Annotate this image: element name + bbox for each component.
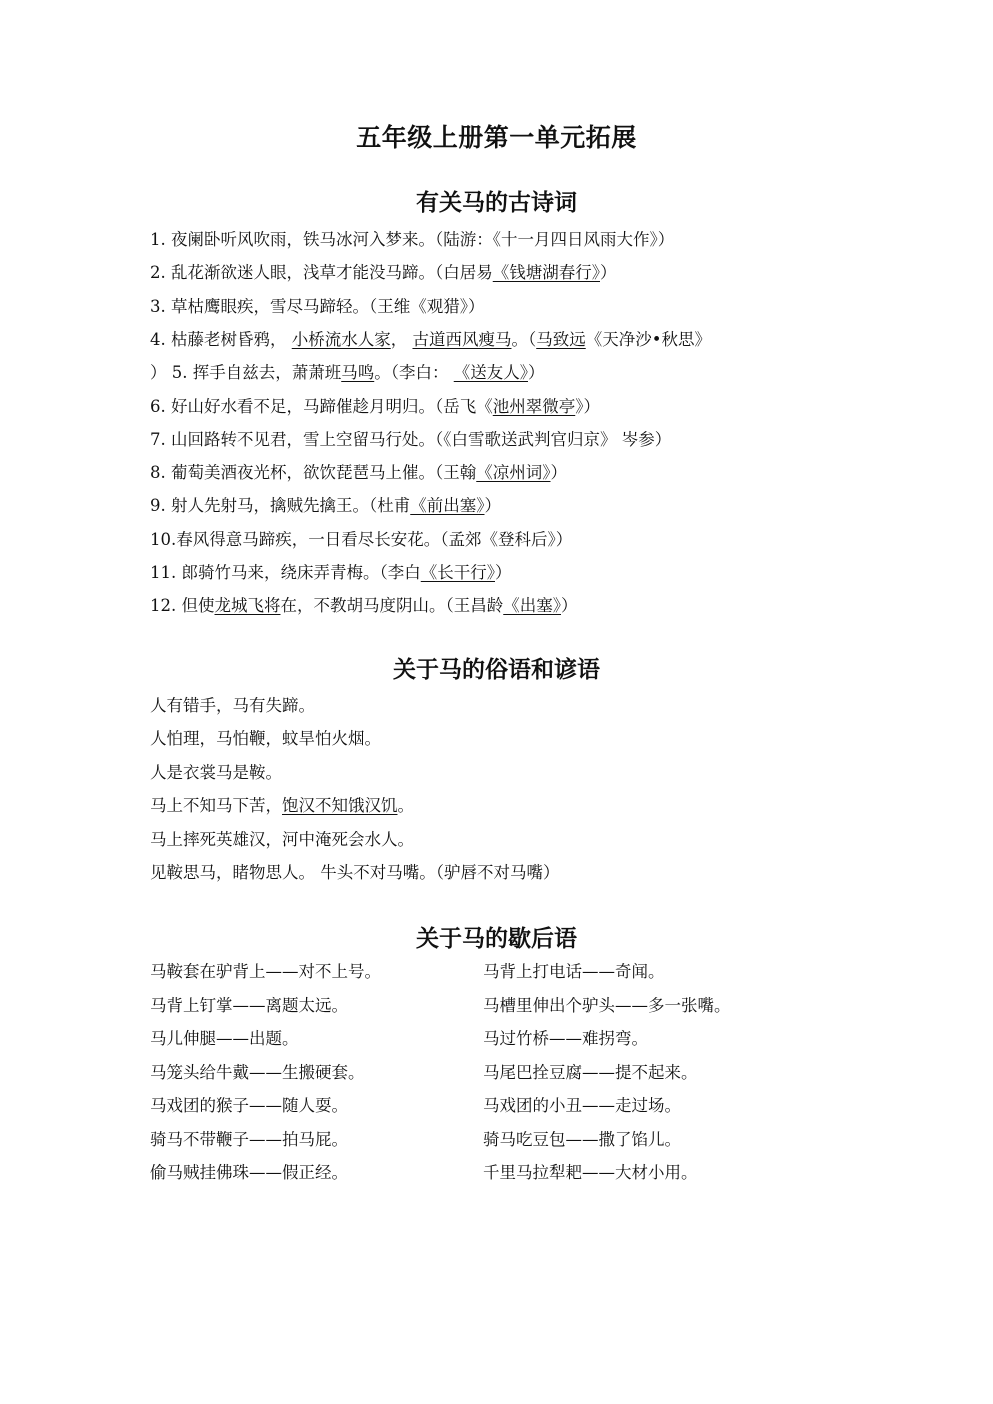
line-text: 人怕理，马怕鞭，蚊旱怕火烟。 [150, 729, 381, 749]
underlined-text: 马致远 [536, 329, 586, 349]
line-text: ） [561, 596, 578, 616]
poem-line [150, 594, 578, 618]
poem-line [150, 261, 617, 285]
poem-line [150, 461, 567, 485]
line-text: 11. 郎骑竹马来，绕床弄青梅。（李白 [150, 563, 421, 582]
proverb-line [150, 861, 560, 885]
line-text: 4. 枯藤老树昏鸦， [150, 329, 292, 349]
underlined-text: 《凉州词》 [476, 463, 551, 483]
line-text: 《天净沙•秋思》 [585, 329, 711, 349]
line-text: 人是衣裳马是鞍。 [150, 762, 282, 782]
page-title: 五年级上册第一单元拓展 [356, 123, 637, 152]
line-text: 马上摔死英雄汉，河中淹死会水人。 [150, 829, 414, 849]
xiehouyu-right-item: 马槽里伸出个驴头——多一张嘴。 [483, 995, 731, 1015]
underlined-text: 龙城飞将 [214, 596, 281, 616]
proverbs-heading: 关于马的俗语和谚语 [393, 656, 600, 683]
line-text: 10.春风得意马蹄疾，一日看尽长安花。（孟郊《登科后》） [150, 529, 573, 549]
xiehouyu-left-item: 马鞍套在驴背上——对不上号。 [150, 962, 381, 981]
line-text: ） [600, 263, 617, 283]
xiehouyu-right-item: 骑马吃豆包——撒了馅儿。 [483, 1129, 681, 1149]
line-text: 7. 山回路转不见君，雪上空留马行处。（《白雪歌送武判官归京》 岑参） [150, 429, 672, 449]
xiehouyu-right-item: 马尾巴拴豆腐——提不起来。 [483, 1062, 698, 1082]
line-text: 1. 夜阑卧听风吹雨，铁马冰河入梦来。（陆游：《十一月四日风雨大作》） [150, 230, 675, 249]
poem-line [150, 361, 544, 385]
line-text: 。（李白： [374, 363, 454, 383]
line-text: ） [550, 463, 567, 483]
poem-line [150, 428, 671, 452]
line-text: 8. 葡萄美酒夜光杯，欲饮琵琶马上催。（王翰 [150, 463, 477, 483]
xiehouyu-right-item: 马背上打电话——奇闻。 [483, 962, 665, 981]
line-text: 2. 乱花渐欲迷人眼，浅草才能没马蹄。（白居易 [150, 263, 493, 283]
line-text: ） 5. 挥手自兹去，萧萧班 [150, 363, 342, 383]
line-text: 》） [575, 396, 600, 416]
xiehouyu-left-item: 马戏团的猴子——随人耍。 [150, 1096, 348, 1115]
xiehouyu-left-item: 马儿伸腿——出题。 [150, 1029, 299, 1048]
poems-heading: 有关马的古诗词 [416, 189, 577, 216]
xiehouyu-left-item: 马笼头给牛戴——生搬硬套。 [150, 1062, 365, 1082]
underlined-text: 《钱塘湖春行》 [492, 263, 600, 283]
underlined-text: 饱汉不知饿汉饥 [282, 796, 398, 816]
poem-line [150, 561, 512, 585]
poem-line [150, 228, 674, 252]
underlined-text: 《送友人》 [453, 363, 528, 383]
line-text: 3. 草枯鹰眼疾，雪尽马蹄轻。（王维《观猎》） [150, 296, 485, 316]
proverb-line [150, 761, 282, 785]
line-text: 人有错手，马有失蹄。 [150, 696, 315, 715]
poem-line [150, 494, 501, 518]
line-text: ） [527, 363, 545, 383]
xiehouyu-right-item: 马过竹桥——难拐弯。 [483, 1029, 648, 1048]
line-text: 6. 好山好水看不足，马蹄催趁月明归。（岳飞《 [150, 396, 493, 416]
line-text: ） [484, 496, 501, 516]
line-text: 在，不教胡马度阴山。（王昌龄 [280, 596, 504, 616]
line-text: 9. 射人先射马，擒贼先擒王。（杜甫 [150, 496, 411, 516]
underlined-text: 《出塞》 [503, 596, 561, 616]
underlined-text: 《前出塞》 [410, 496, 485, 516]
proverb-line [150, 828, 414, 852]
underlined-text: 小桥流水人家 [291, 329, 391, 349]
line-text: 12. 但使 [150, 596, 215, 616]
line-text: ） [495, 563, 512, 582]
line-text: 马上不知马下苦， [150, 796, 282, 816]
proverb-line [150, 694, 315, 718]
poem-line [150, 395, 600, 419]
underlined-text: 马鸣 [341, 363, 375, 383]
xiehouyu-left-item: 骑马不带鞭子——拍马屁。 [150, 1129, 348, 1149]
line-text: 。 [397, 796, 414, 816]
poem-line [150, 528, 572, 552]
proverb-line [150, 794, 414, 818]
proverb-line [150, 727, 381, 751]
xiehouyu-right-item: 千里马拉犁耙——大材小用。 [483, 1163, 698, 1182]
xiehouyu-right-item: 马戏团的小丑——走过场。 [483, 1096, 681, 1115]
line-text: 。（ [511, 329, 537, 349]
line-text: 见鞍思马，睹物思人。 牛头不对马嘴。（驴唇不对马嘴） [150, 863, 560, 882]
xiehouyu-left-item: 偷马贼挂佛珠——假正经。 [150, 1163, 348, 1182]
underlined-text: 古道西风瘦马 [412, 329, 512, 349]
xiehouyu-heading: 关于马的歇后语 [416, 925, 577, 952]
poem-line [150, 295, 485, 319]
underlined-text: 池州翠微亭 [492, 396, 576, 416]
poem-line [150, 328, 711, 352]
line-text: ， [390, 329, 413, 349]
xiehouyu-left-item: 马背上钉掌——离题太远。 [150, 995, 348, 1015]
underlined-text: 《长干行》 [420, 563, 495, 582]
